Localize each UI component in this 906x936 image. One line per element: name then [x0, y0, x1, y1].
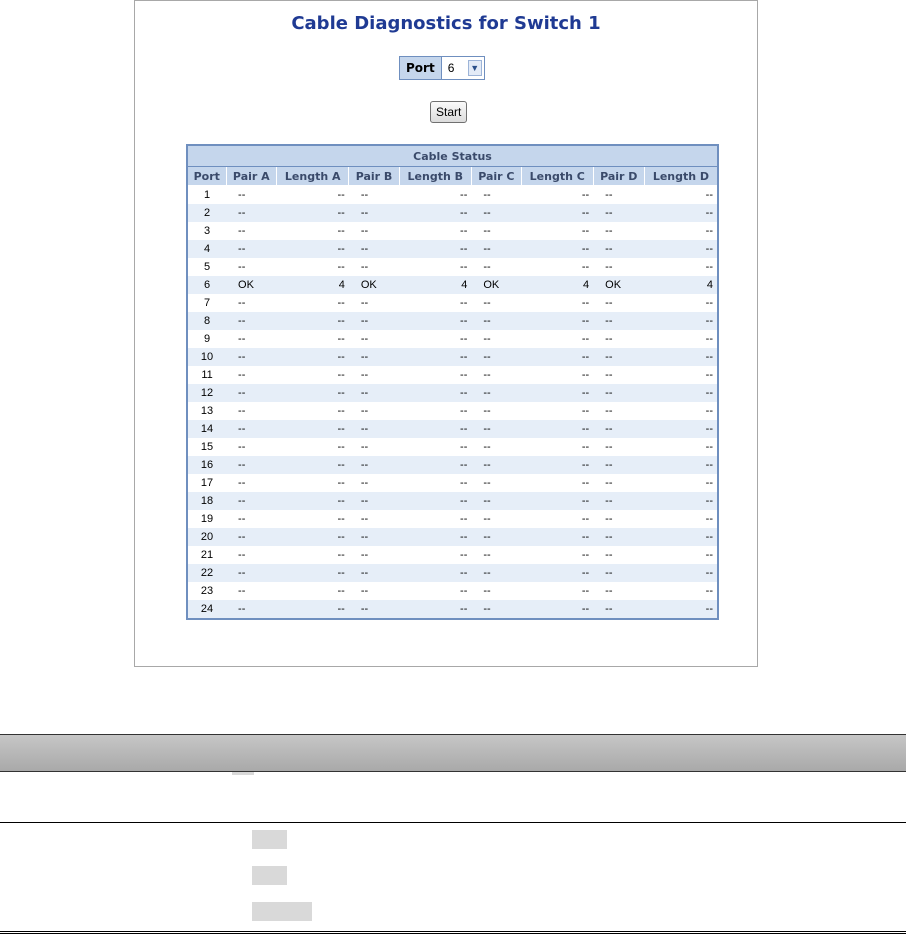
status-cell: --	[238, 297, 246, 309]
status-cell: --	[277, 456, 349, 474]
status-cell: --	[360, 225, 369, 237]
status-cell: --	[399, 420, 471, 438]
status-cell: --	[521, 600, 593, 619]
status-cell: --	[471, 492, 521, 510]
table-row	[187, 564, 718, 582]
status-cell: --	[226, 564, 277, 582]
port-selector-label: Port	[400, 57, 442, 79]
status-cell: --	[581, 333, 590, 345]
column-header: Length A	[277, 167, 349, 186]
port-number-cell: 12	[187, 384, 226, 402]
status-cell: --	[471, 204, 521, 222]
status-cell: --	[238, 477, 246, 489]
status-cell: --	[226, 384, 277, 402]
table-row	[187, 258, 718, 276]
status-cell: --	[460, 369, 468, 381]
status-cell: --	[226, 420, 277, 438]
status-cell: --	[399, 384, 471, 402]
status-cell: --	[360, 189, 369, 201]
status-cell: --	[399, 348, 471, 366]
status-cell: --	[399, 600, 471, 619]
status-cell: --	[349, 456, 399, 474]
status-cell: --	[360, 405, 369, 417]
status-cell: --	[483, 369, 491, 381]
status-cell: --	[581, 405, 590, 417]
status-cell: --	[521, 456, 593, 474]
status-cell: --	[483, 333, 491, 345]
status-cell: --	[605, 405, 613, 417]
status-cell: --	[238, 549, 246, 561]
table-row	[187, 546, 718, 564]
cable-status-rows	[187, 186, 718, 620]
status-cell: --	[605, 585, 613, 597]
status-cell: --	[337, 225, 345, 237]
status-cell: 4	[644, 276, 718, 294]
status-cell: --	[349, 528, 399, 546]
status-cell: --	[521, 384, 593, 402]
status-cell: --	[360, 261, 369, 273]
column-header: Pair B	[349, 167, 399, 186]
status-cell: --	[471, 600, 521, 619]
column-header: Port	[187, 167, 226, 186]
status-cell: --	[471, 528, 521, 546]
port-number-cell: 2	[187, 204, 226, 222]
port-number-cell: 23	[200, 585, 214, 597]
status-cell: --	[460, 405, 468, 417]
status-cell: --	[471, 384, 521, 402]
status-cell: --	[349, 420, 399, 438]
status-cell: --	[705, 477, 713, 489]
status-cell: --	[593, 528, 644, 546]
status-cell: --	[644, 240, 718, 258]
status-cell: --	[605, 477, 613, 489]
status-cell: --	[349, 204, 399, 222]
status-cell: OK	[471, 276, 521, 294]
status-cell: --	[238, 261, 246, 273]
status-cell: --	[483, 189, 491, 201]
table-row	[187, 600, 718, 619]
status-cell: --	[593, 492, 644, 510]
status-cell: --	[349, 348, 399, 366]
page-title: Cable Diagnostics for Switch 1	[291, 13, 601, 34]
status-cell: --	[705, 441, 713, 453]
status-cell: --	[483, 297, 491, 309]
highlight-chip	[232, 772, 254, 775]
table-row	[187, 186, 718, 205]
status-cell: --	[337, 585, 345, 597]
column-header-row	[187, 167, 718, 186]
column-header: Length B	[399, 167, 471, 186]
status-cell: --	[337, 189, 345, 201]
status-cell: --	[605, 549, 613, 561]
port-number-cell: 7	[203, 297, 211, 309]
port-number-cell: 5	[203, 261, 211, 273]
status-cell: --	[644, 564, 718, 582]
status-cell: --	[581, 549, 590, 561]
status-cell: --	[460, 477, 468, 489]
status-cell: --	[593, 420, 644, 438]
status-cell: --	[593, 600, 644, 619]
port-number-cell: 6	[187, 276, 226, 294]
start-button[interactable]: Start	[430, 101, 467, 123]
table-row	[187, 330, 718, 348]
status-cell: --	[644, 492, 718, 510]
table-row	[187, 420, 718, 438]
status-cell: --	[337, 477, 345, 489]
status-cell: --	[581, 513, 590, 525]
status-cell: --	[460, 549, 468, 561]
status-cell: --	[471, 348, 521, 366]
status-cell: --	[605, 297, 613, 309]
status-cell: --	[337, 261, 345, 273]
status-cell: --	[483, 441, 491, 453]
description-table	[0, 734, 906, 934]
status-cell: --	[337, 297, 345, 309]
chevron-down-icon[interactable]: ▼	[468, 60, 482, 76]
status-cell: --	[277, 492, 349, 510]
status-cell: OK	[226, 276, 277, 294]
status-cell: --	[360, 585, 369, 597]
status-cell: --	[460, 441, 468, 453]
status-cell: --	[705, 405, 713, 417]
status-cell: --	[581, 261, 590, 273]
table-row	[187, 510, 718, 528]
status-cell: --	[644, 600, 718, 619]
port-number-cell: 9	[203, 333, 211, 345]
port-number-cell: 15	[200, 441, 214, 453]
status-cell: --	[521, 528, 593, 546]
description-header	[0, 734, 906, 772]
port-number-cell: 10	[187, 348, 226, 366]
status-cell: --	[605, 513, 613, 525]
port-number-cell: 19	[200, 513, 214, 525]
status-cell: --	[349, 240, 399, 258]
status-cell: --	[644, 384, 718, 402]
status-cell: --	[581, 297, 590, 309]
status-cell: --	[705, 225, 713, 237]
status-cell: --	[226, 312, 277, 330]
status-cell: --	[360, 477, 369, 489]
status-cell: --	[399, 312, 471, 330]
table-row	[187, 474, 718, 492]
status-cell: --	[705, 297, 713, 309]
status-cell: --	[360, 513, 369, 525]
status-cell: --	[238, 333, 246, 345]
port-number-cell: 17	[200, 477, 214, 489]
status-cell: --	[483, 585, 491, 597]
status-cell: --	[644, 528, 718, 546]
status-cell: --	[521, 492, 593, 510]
table-row	[187, 456, 718, 474]
status-cell: --	[277, 348, 349, 366]
status-cell: --	[605, 369, 613, 381]
status-cell: --	[593, 564, 644, 582]
status-cell: --	[471, 456, 521, 474]
port-number-cell: 3	[203, 225, 211, 237]
highlight-chip	[252, 902, 312, 921]
port-select-value: 6	[447, 61, 455, 75]
status-cell: --	[471, 240, 521, 258]
status-cell: --	[226, 492, 277, 510]
column-header: Length D	[644, 167, 718, 186]
status-cell: --	[521, 564, 593, 582]
status-cell: --	[581, 225, 590, 237]
status-cell: --	[644, 456, 718, 474]
status-cell: --	[521, 312, 593, 330]
status-cell: --	[277, 420, 349, 438]
status-cell: --	[399, 528, 471, 546]
status-cell: --	[483, 513, 491, 525]
port-number-cell: 18	[187, 492, 226, 510]
status-cell: --	[483, 477, 491, 489]
status-cell: --	[360, 441, 369, 453]
port-number-cell: 8	[187, 312, 226, 330]
column-header: Length C	[521, 167, 593, 186]
table-row	[187, 240, 718, 258]
port-select-dropdown[interactable]	[442, 57, 484, 79]
status-cell: --	[238, 585, 246, 597]
table-row	[187, 276, 718, 294]
status-cell: OK	[349, 276, 399, 294]
column-header: Pair A	[226, 167, 277, 186]
status-cell: --	[399, 456, 471, 474]
status-cell: --	[593, 312, 644, 330]
status-cell: --	[360, 369, 369, 381]
status-cell: --	[360, 549, 369, 561]
status-cell: --	[471, 420, 521, 438]
status-cell: --	[238, 225, 246, 237]
status-cell: --	[593, 240, 644, 258]
status-cell: --	[226, 204, 277, 222]
table-row	[187, 492, 718, 510]
status-cell: 4	[399, 276, 471, 294]
status-cell: --	[581, 477, 590, 489]
status-cell: OK	[593, 276, 644, 294]
cable-status-table	[186, 144, 719, 620]
highlight-chip	[252, 866, 287, 885]
status-cell: --	[483, 261, 491, 273]
status-cell: --	[460, 585, 468, 597]
status-cell: --	[705, 333, 713, 345]
port-number-cell: 13	[200, 405, 214, 417]
status-cell: --	[605, 225, 613, 237]
status-cell: --	[277, 528, 349, 546]
table-row	[187, 222, 718, 240]
status-cell: --	[483, 405, 491, 417]
status-cell: --	[277, 384, 349, 402]
status-cell: --	[705, 513, 713, 525]
port-number-cell: 4	[187, 240, 226, 258]
status-cell: --	[337, 441, 345, 453]
status-cell: --	[399, 492, 471, 510]
status-cell: --	[226, 348, 277, 366]
status-cell: --	[277, 600, 349, 619]
status-cell: --	[605, 189, 613, 201]
status-cell: --	[337, 549, 345, 561]
status-cell: --	[460, 225, 468, 237]
status-cell: --	[238, 189, 246, 201]
status-cell: --	[644, 420, 718, 438]
status-cell: --	[471, 564, 521, 582]
table-caption: Cable Status	[187, 145, 718, 167]
port-selector	[399, 56, 485, 80]
cable-diagnostics-panel	[134, 0, 758, 667]
status-cell: --	[593, 204, 644, 222]
status-cell: --	[399, 240, 471, 258]
status-cell: --	[349, 312, 399, 330]
table-row	[187, 402, 718, 420]
port-number-cell: 16	[187, 456, 226, 474]
status-cell: --	[521, 420, 593, 438]
status-cell: --	[277, 312, 349, 330]
status-cell: --	[705, 549, 713, 561]
table-row	[187, 312, 718, 330]
status-cell: --	[399, 204, 471, 222]
status-cell: --	[460, 261, 468, 273]
table-row	[187, 204, 718, 222]
status-cell: --	[581, 189, 590, 201]
status-cell: --	[483, 225, 491, 237]
status-cell: --	[605, 333, 613, 345]
port-number-cell: 21	[200, 549, 214, 561]
column-header: Pair C	[471, 167, 521, 186]
status-cell: --	[605, 441, 613, 453]
column-header: Pair D	[593, 167, 644, 186]
status-cell: --	[460, 513, 468, 525]
status-cell: --	[349, 492, 399, 510]
status-cell: --	[705, 261, 713, 273]
status-cell: --	[705, 369, 713, 381]
status-cell: --	[238, 441, 246, 453]
status-cell: --	[593, 348, 644, 366]
status-cell: --	[471, 312, 521, 330]
status-cell: --	[277, 204, 349, 222]
status-cell: --	[226, 600, 277, 619]
table-row	[187, 348, 718, 366]
status-cell: --	[238, 369, 246, 381]
status-cell: --	[593, 384, 644, 402]
status-cell: --	[277, 564, 349, 582]
table-row	[187, 366, 718, 384]
status-cell: 4	[521, 276, 593, 294]
status-cell: --	[337, 333, 345, 345]
port-number-cell: 20	[187, 528, 226, 546]
status-cell: --	[705, 189, 713, 201]
port-number-cell: 11	[201, 369, 213, 381]
status-cell: --	[349, 600, 399, 619]
status-cell: --	[349, 384, 399, 402]
port-number-cell: 1	[203, 189, 211, 201]
status-cell: --	[460, 189, 468, 201]
table-row	[187, 528, 718, 546]
status-cell: --	[238, 405, 246, 417]
status-cell: --	[581, 369, 590, 381]
highlight-chip	[252, 830, 287, 849]
table-row	[187, 582, 718, 600]
table-row	[187, 438, 718, 456]
status-cell: --	[277, 240, 349, 258]
table-row	[187, 384, 718, 402]
status-cell: --	[644, 348, 718, 366]
table-bottom-border	[0, 931, 906, 934]
status-cell: --	[644, 312, 718, 330]
status-cell: --	[337, 513, 345, 525]
status-cell: --	[238, 513, 246, 525]
status-cell: --	[226, 240, 277, 258]
status-cell: --	[226, 456, 277, 474]
table-row	[187, 294, 718, 312]
status-cell: --	[337, 405, 345, 417]
divider	[0, 822, 906, 823]
status-cell: --	[644, 204, 718, 222]
status-cell: --	[349, 564, 399, 582]
status-cell: --	[483, 549, 491, 561]
port-number-cell: 24	[187, 600, 226, 619]
status-cell: --	[521, 204, 593, 222]
status-cell: --	[460, 297, 468, 309]
status-cell: --	[581, 585, 590, 597]
status-cell: --	[581, 441, 590, 453]
status-cell: --	[399, 564, 471, 582]
port-number-cell: 14	[187, 420, 226, 438]
status-cell: --	[226, 528, 277, 546]
status-cell: --	[360, 333, 369, 345]
status-cell: --	[593, 456, 644, 474]
status-cell: --	[605, 261, 613, 273]
status-cell: 4	[277, 276, 349, 294]
status-cell: --	[521, 348, 593, 366]
status-cell: --	[705, 585, 713, 597]
port-number-cell: 22	[187, 564, 226, 582]
status-cell: --	[337, 369, 345, 381]
status-cell: --	[460, 333, 468, 345]
status-cell: --	[360, 297, 369, 309]
status-cell: --	[521, 240, 593, 258]
